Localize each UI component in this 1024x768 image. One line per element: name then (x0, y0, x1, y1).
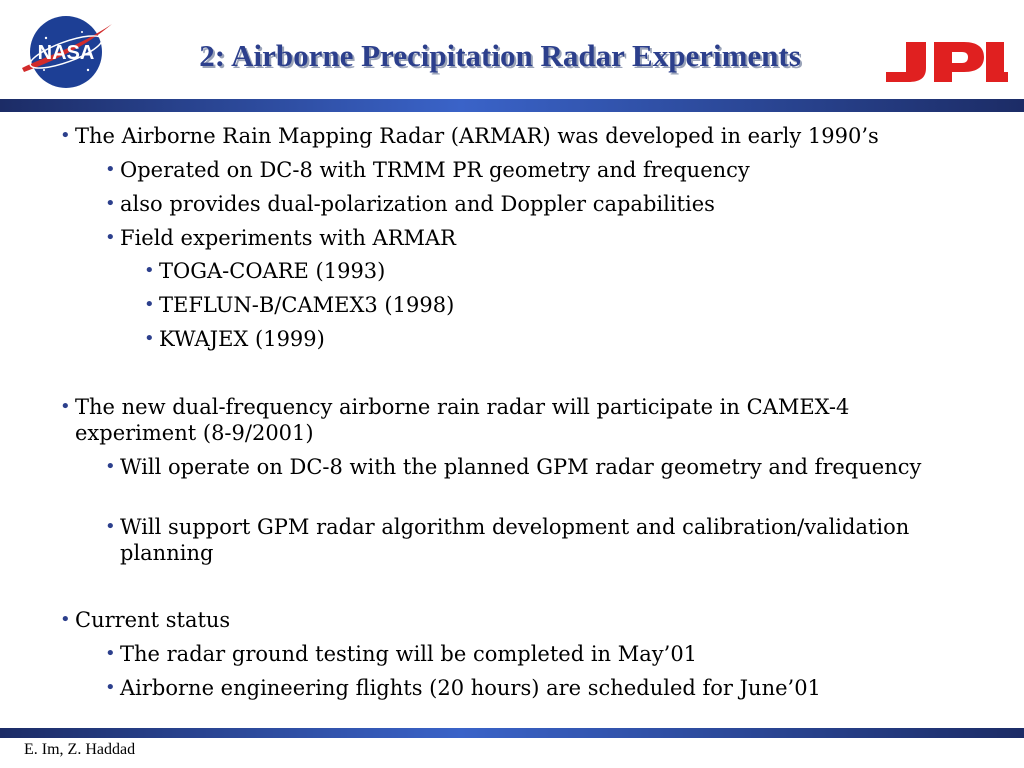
bullet-level2: • also provides dual-polarization and Doppler capabilities (105, 192, 715, 216)
bullet-icon: • (60, 125, 71, 146)
bullet-icon: • (60, 609, 71, 630)
bullet-level2: • The radar ground testing will be completed in May’01 (105, 642, 698, 666)
bullet-icon: • (105, 677, 116, 698)
bullet-level2: • Will support GPM radar algorithm development and calibration/validation planning (105, 515, 910, 565)
bullet-level2: • Operated on DC-8 with TRMM PR geometry and frequency (105, 158, 750, 182)
bullet-level1: • The Airborne Rain Mapping Radar (ARMAR) was developed in early 1990’s (60, 124, 879, 148)
bullet-level1: • Current status (60, 608, 231, 632)
bullet-icon: • (105, 643, 116, 664)
bullet-icon: • (105, 516, 116, 537)
bullet-level3: • KWAJEX (1999) (144, 327, 325, 351)
bullet-level3: • TEFLUN-B/CAMEX3 (1998) (144, 293, 455, 317)
bullet-icon: • (105, 159, 116, 180)
bullet-icon: • (105, 227, 116, 248)
bullet-level2: • Airborne engineering flights (20 hours) are scheduled for June’01 (105, 676, 821, 700)
bullet-level2: • Field experiments with ARMAR (105, 226, 456, 250)
bullet-icon: • (105, 193, 116, 214)
bullet-icon: • (144, 260, 155, 281)
bullet-icon: • (144, 294, 155, 315)
header-divider-band (0, 99, 1024, 112)
slide-header (0, 0, 1024, 100)
bullet-level1: • The new dual-frequency airborne rain radar will participate in CAMEX-4 experiment (8-9/2001) (60, 395, 850, 445)
footer-author: E. Im, Z. Haddad (24, 741, 136, 758)
jpl-logo-icon (882, 38, 1008, 84)
footer-divider-band (0, 728, 1024, 738)
bullet-level3: • TOGA-COARE (1993) (144, 259, 386, 283)
slide-title: 2: Airborne Precipitation Radar Experiments (199, 38, 801, 73)
bullet-icon: • (60, 396, 71, 417)
nasa-logo-icon (16, 12, 116, 92)
bullet-icon: • (105, 456, 116, 477)
bullet-icon: • (144, 328, 155, 349)
svg-text:NASA: NASA (37, 42, 95, 64)
bullet-level2: • Will operate on DC-8 with the planned GPM radar geometry and frequency (105, 455, 922, 479)
